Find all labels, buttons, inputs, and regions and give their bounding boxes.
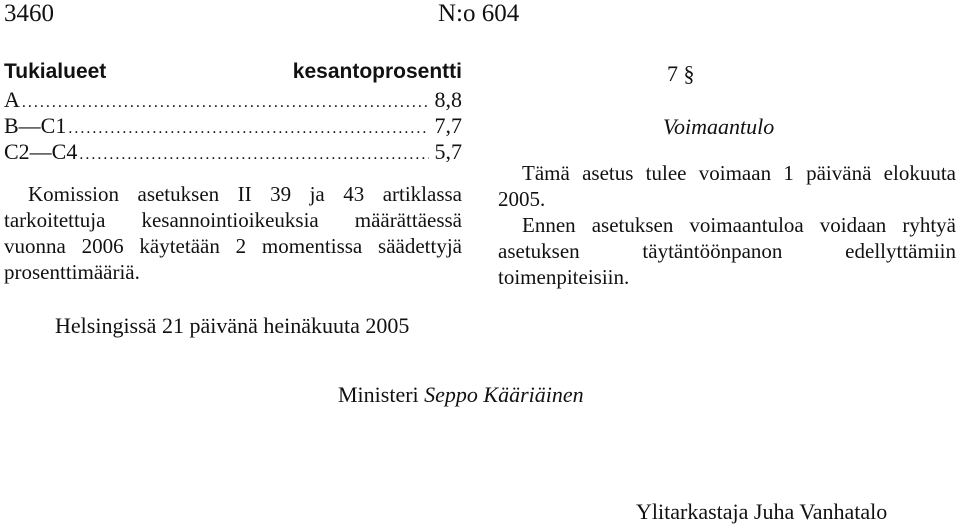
body-paragraph-left: Komission asetuksen II 39 ja 43 artiklassa tarkoitettuja kesannointioikeuksia määrättäessä vuonna 2006 käytetään 2 momentissa säädettyjä prosenttimääriä. <box>4 182 462 284</box>
dot-leader <box>79 146 428 164</box>
rate-row-value: 7,7 <box>434 113 462 138</box>
dot-leader <box>68 120 428 138</box>
document-number: N:o 604 <box>438 0 520 27</box>
rate-table-header <box>4 60 462 84</box>
minister-title: Ministeri <box>338 382 419 407</box>
body-paragraph-implementation: Ennen asetuksen voimaantuloa voidaan ryhtyä asetuksen täytäntöönpanon edellyttämiin toimenpiteisiin. <box>498 213 956 289</box>
page-number: 3460 <box>4 0 54 27</box>
section-title: Voimaantulo <box>663 114 775 139</box>
minister-name: Seppo Kääriäinen <box>424 382 584 407</box>
rate-row-area: A <box>4 87 20 112</box>
place-and-date: Helsingissä 21 päivänä heinäkuuta 2005 <box>55 313 410 338</box>
rate-row-value: 5,7 <box>434 139 462 164</box>
rate-row <box>4 87 462 113</box>
inspector-signature: Ylitarkastaja Juha Vanhatalo <box>636 499 888 524</box>
rate-row <box>4 113 462 139</box>
dot-leader <box>22 94 429 112</box>
rate-row-value: 8,8 <box>434 87 462 112</box>
rate-row-area: C2—C4 <box>4 139 78 164</box>
section-number: 7 § <box>667 61 695 86</box>
body-paragraph-entry-into-force: Tämä asetus tulee voimaan 1 päivänä elokuuta 2005. <box>498 161 956 211</box>
minister-signature <box>338 382 584 408</box>
rate-row <box>4 139 462 165</box>
column-header-rate: kesantoprosentti <box>292 60 462 83</box>
column-header-area: Tukialueet <box>4 60 107 83</box>
rate-row-area: B—C1 <box>4 113 67 138</box>
